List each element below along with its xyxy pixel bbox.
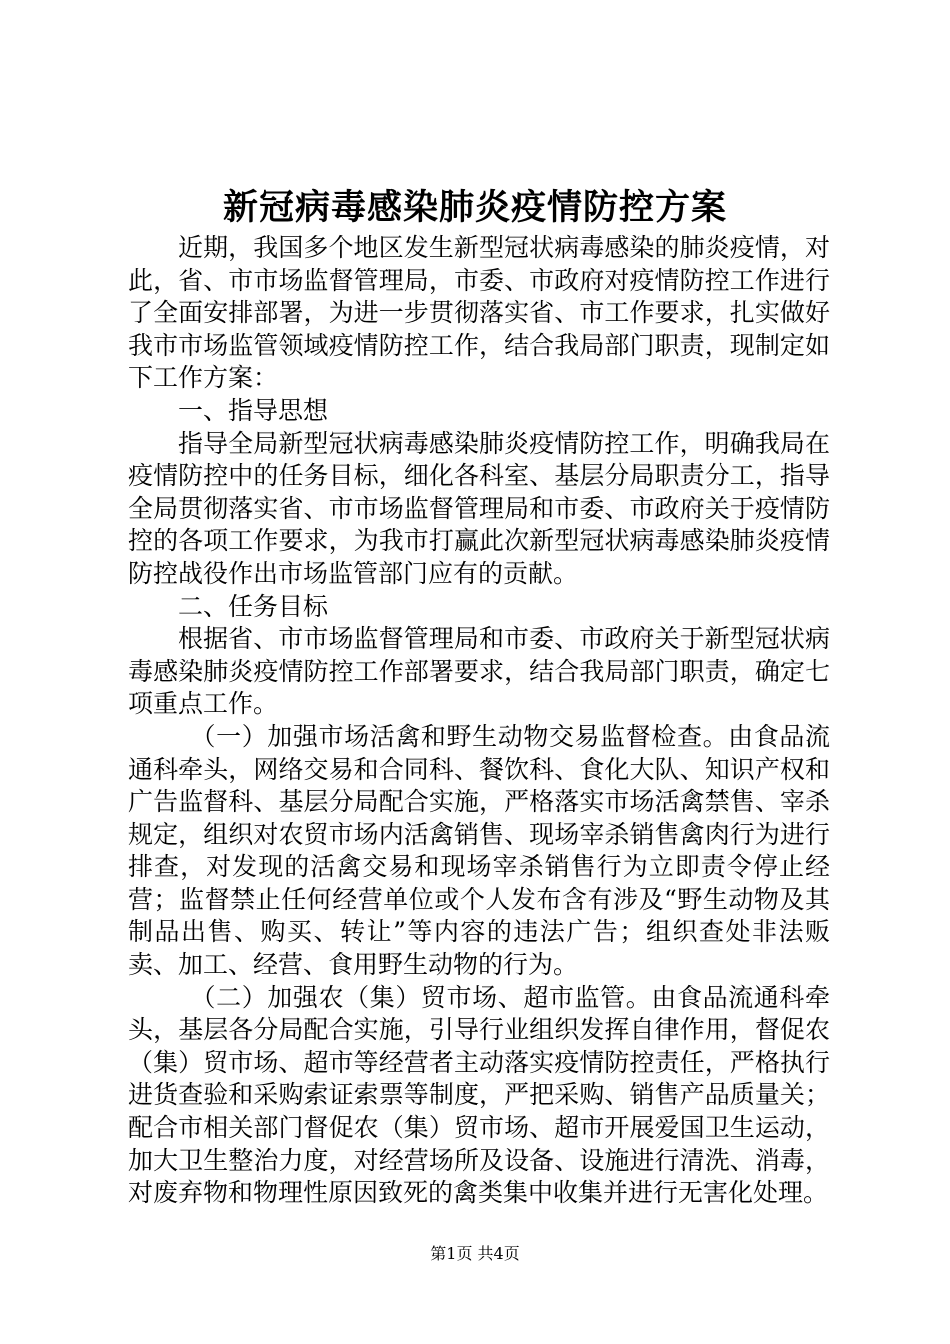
document-title: 新冠病毒感染肺炎疫情防控方案	[222, 187, 727, 228]
intro-paragraph: 近期，我国多个地区发生新型冠状病毒感染的肺炎疫情，对此，省、市市场监督管理局，市委、市政府对疫情防控工作进行了全面安排部署，为进一步贯彻落实省、市工作要求，扎实做好我市市场监管领域疫情防控工作，结合我局部门职责，现制定如下工作方案：	[128, 233, 830, 393]
document-body	[128, 232, 830, 1210]
page-footer: 第1页 共4页	[430, 1244, 520, 1263]
section-heading-task-goals: 二、任务目标	[178, 591, 329, 621]
task-item-1-paragraph: （一）加强市场活禽和野生动物交易监督检查。由食品流通科牵头，网络交易和合同科、餐饮科、食化大队、知识产权和广告监督科、基层分局配合实施，严格落实市场活禽禁售、宰杀规定，组织对农贸市场内活禽销售、现场宰杀销售禽肉行为进行排查，对发现的活禽交易和现场宰杀销售行为立即责令停止经营；监督禁止任何经营单位或个人发布含有涉及“野生动物及其制品出售、购买、转让”等内容的违法广告；组织查处非法贩卖、加工、经营、食用野生动物的行为。	[128, 721, 830, 980]
section-heading-guiding-ideology: 一、指导思想	[178, 395, 329, 425]
guiding-ideology-paragraph: 指导全局新型冠状病毒感染肺炎疫情防控工作，明确我局在疫情防控中的任务目标，细化各科室、基层分局职责分工，指导全局贯彻落实省、市市场监督管理局和市委、市政府关于疫情防控的各项工作要求，为我市打赢此次新型冠状病毒感染肺炎疫情防控战役作出市场监管部门应有的贡献。	[128, 428, 830, 588]
task-goals-paragraph: 根据省、市市场监督管理局和市委、市政府关于新型冠状病毒感染肺炎疫情防控工作部署要求，结合我局部门职责，确定七项重点工作。	[128, 624, 830, 719]
task-item-2-paragraph: （二）加强农（集）贸市场、超市监管。由食品流通科牵头，基层各分局配合实施，引导行业组织发挥自律作用，督促农（集）贸市场、超市等经营者主动落实疫情防控责任，严格执行进货查验和采购索证索票等制度，严把采购、销售产品质量关；配合市相关部门督促农（集）贸市场、超市开展爱国卫生运动，加大卫生整治力度，对经营场所及设备、设施进行清洗、消毒，对废弃物和物理性原因致死的禽类集中收集并进行无害化处理。	[128, 982, 830, 1208]
